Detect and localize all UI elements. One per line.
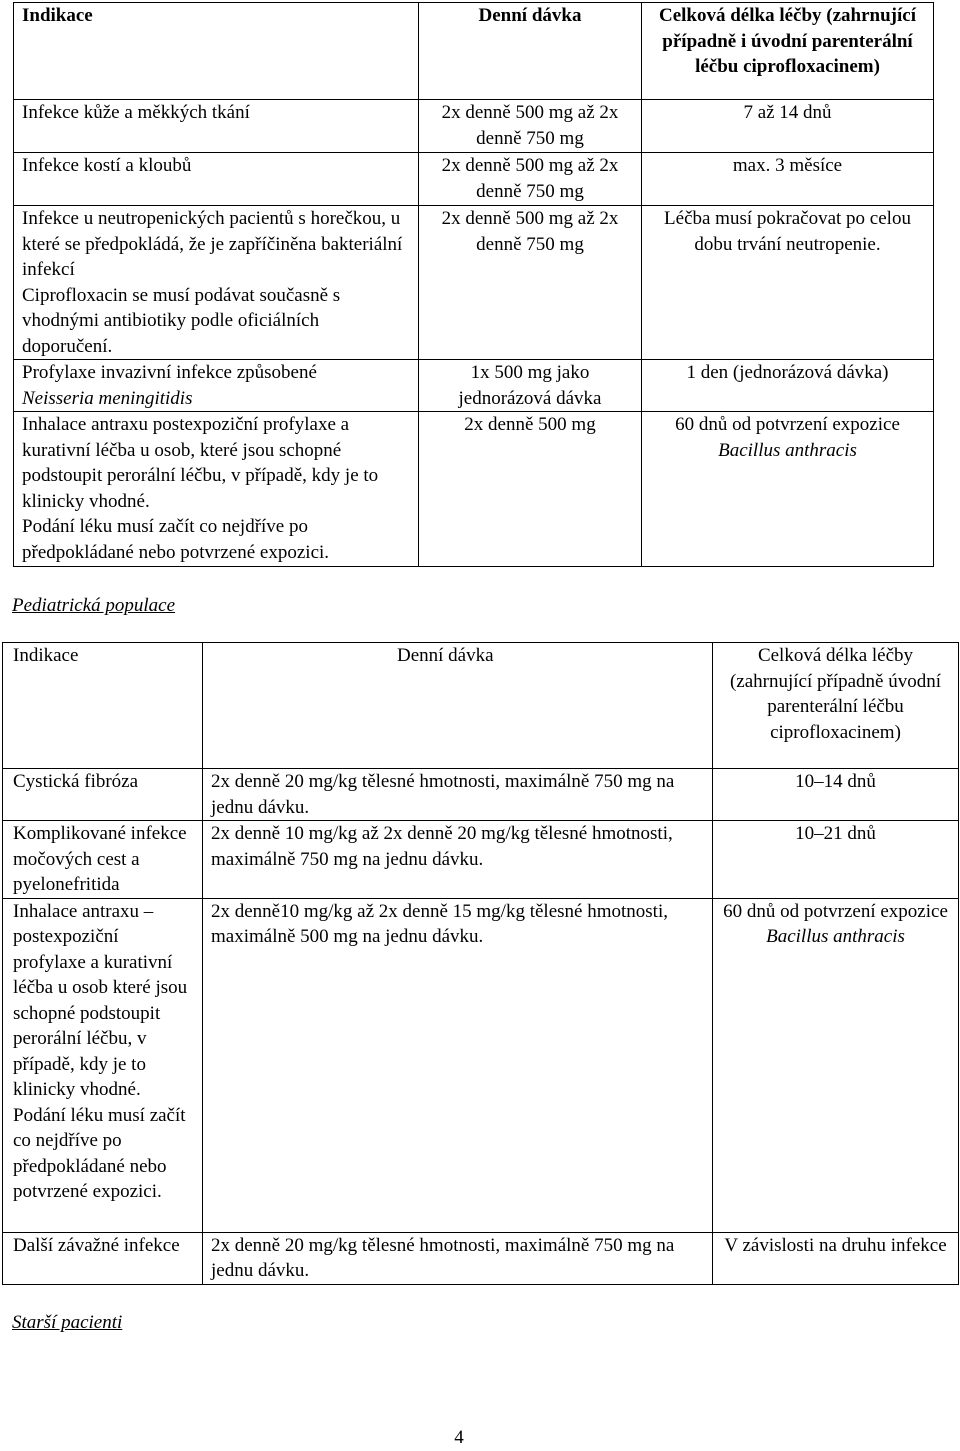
dose-cell: 2x denně10 mg/kg až 2x denně 15 mg/kg tělesné hmotnosti, maximálně 500 mg na jednu dávku. bbox=[203, 898, 713, 1232]
dose-cell: 2x denně 20 mg/kg tělesné hmotnosti, maximálně 750 mg na jednu dávku. bbox=[203, 769, 713, 821]
duration-cell: 10–21 dnů bbox=[713, 821, 959, 899]
table-row bbox=[14, 412, 934, 567]
duration-cell bbox=[713, 898, 959, 1232]
table-row bbox=[14, 360, 934, 412]
indication-text: Infekce u neutropenických pacientů s horečkou, u které se předpokládá, že je zapříčiněna bakteriální infekcí bbox=[22, 208, 403, 280]
header-indication: Indikace bbox=[14, 3, 419, 100]
dose-cell: 2x denně 500 mg až 2x denně 750 mg bbox=[419, 153, 642, 206]
dose-cell: 2x denně 500 mg až 2x denně 750 mg bbox=[419, 100, 642, 153]
adult-dosage-table bbox=[13, 2, 934, 567]
indication-note: Podání léku musí začít co nejdříve po předpokládané nebo potvrzené expozici. bbox=[13, 1104, 186, 1202]
pathogen-name: Neisseria meningitidis bbox=[22, 387, 193, 409]
header-duration: Celková délka léčby (zahrnující případně úvodní parenterální léčbu ciprofloxacinem) bbox=[713, 643, 959, 769]
dose-cell: 2x denně 20 mg/kg tělesné hmotnosti, maximálně 750 mg na jednu dávku. bbox=[203, 1232, 713, 1284]
duration-text: 60 dnů od potvrzení expozice bbox=[723, 900, 948, 922]
dose-cell: 2x denně 10 mg/kg až 2x denně 20 mg/kg tělesné hmotnosti, maximálně 750 mg na jednu dávku. bbox=[203, 821, 713, 899]
indication-cell bbox=[14, 360, 419, 412]
pediatric-heading: Pediatrická populace bbox=[12, 595, 176, 616]
table-header-row bbox=[14, 3, 934, 100]
table-row bbox=[14, 206, 934, 360]
elderly-heading: Starší pacienti bbox=[12, 1312, 123, 1333]
indication-text: Profylaxe invazivní infekce způsobené bbox=[22, 362, 317, 383]
table-row bbox=[14, 153, 934, 206]
header-daily-dose: Denní dávka bbox=[419, 3, 642, 100]
indication-cell bbox=[3, 898, 203, 1232]
duration-cell bbox=[642, 412, 934, 567]
indication-cell bbox=[14, 206, 419, 360]
duration-text: 60 dnů od potvrzení expozice bbox=[675, 414, 900, 435]
dose-cell: 2x denně 500 mg bbox=[419, 412, 642, 567]
table-header-row bbox=[3, 643, 959, 769]
header-indication-text: Indikace bbox=[13, 645, 79, 666]
table-row bbox=[3, 769, 959, 821]
indication-note: Ciprofloxacin se musí podávat současně s vhodnými antibiotiky podle oficiálních doporučení. bbox=[22, 284, 341, 357]
indication-cell: Další závažné infekce bbox=[3, 1232, 203, 1284]
table-row bbox=[3, 1232, 959, 1284]
indication-cell: Cystická fibróza bbox=[3, 769, 203, 821]
page-number: 4 bbox=[454, 1427, 464, 1448]
table-row bbox=[14, 100, 934, 153]
indication-note: Podání léku musí začít co nejdříve po předpokládané nebo potvrzené expozici. bbox=[22, 516, 330, 563]
duration-cell: 1 den (jednorázová dávka) bbox=[642, 360, 934, 412]
indication-cell: Infekce kůže a měkkých tkání bbox=[14, 100, 419, 153]
dose-cell: 2x denně 500 mg až 2x denně 750 mg bbox=[419, 206, 642, 360]
duration-cell: V závislosti na druhu infekce bbox=[713, 1232, 959, 1284]
table-row bbox=[3, 898, 959, 1232]
pediatric-dosage-table bbox=[2, 642, 959, 1285]
dose-cell: 1x 500 mg jako jednorázová dávka bbox=[419, 360, 642, 412]
header-daily-dose-text: Denní dávka bbox=[397, 645, 494, 666]
indication-cell: Komplikované infekce močových cest a pyelonefritida bbox=[3, 821, 203, 899]
indication-cell bbox=[14, 412, 419, 567]
duration-cell: Léčba musí pokračovat po celou dobu trvání neutropenie. bbox=[642, 206, 934, 360]
indication-text: Inhalace antraxu – postexpoziční profylaxe a kurativní léčba u osob které jsou schopné podstoupit perorální léčbu, v případě, kdy je to klinicky vhodné. bbox=[13, 900, 188, 1100]
indication-text: Inhalace antraxu postexpoziční profylaxe a kurativní léčba u osob, které jsou schopné podstoupit perorální léčbu, v případě, kdy je to klinicky vhodné. bbox=[22, 414, 379, 512]
header-daily-dose bbox=[203, 643, 713, 769]
pathogen-name: Bacillus anthracis bbox=[718, 439, 857, 461]
duration-cell: max. 3 měsíce bbox=[642, 153, 934, 206]
indication-cell: Infekce kostí a kloubů bbox=[14, 153, 419, 206]
duration-cell: 7 až 14 dnů bbox=[642, 100, 934, 153]
header-indication bbox=[3, 643, 203, 769]
table-row bbox=[3, 821, 959, 899]
pathogen-name: Bacillus anthracis bbox=[766, 926, 905, 947]
duration-cell: 10–14 dnů bbox=[713, 769, 959, 821]
header-duration: Celková délka léčby (zahrnující případně i úvodní parenterální léčbu ciprofloxacinem) bbox=[642, 3, 934, 100]
